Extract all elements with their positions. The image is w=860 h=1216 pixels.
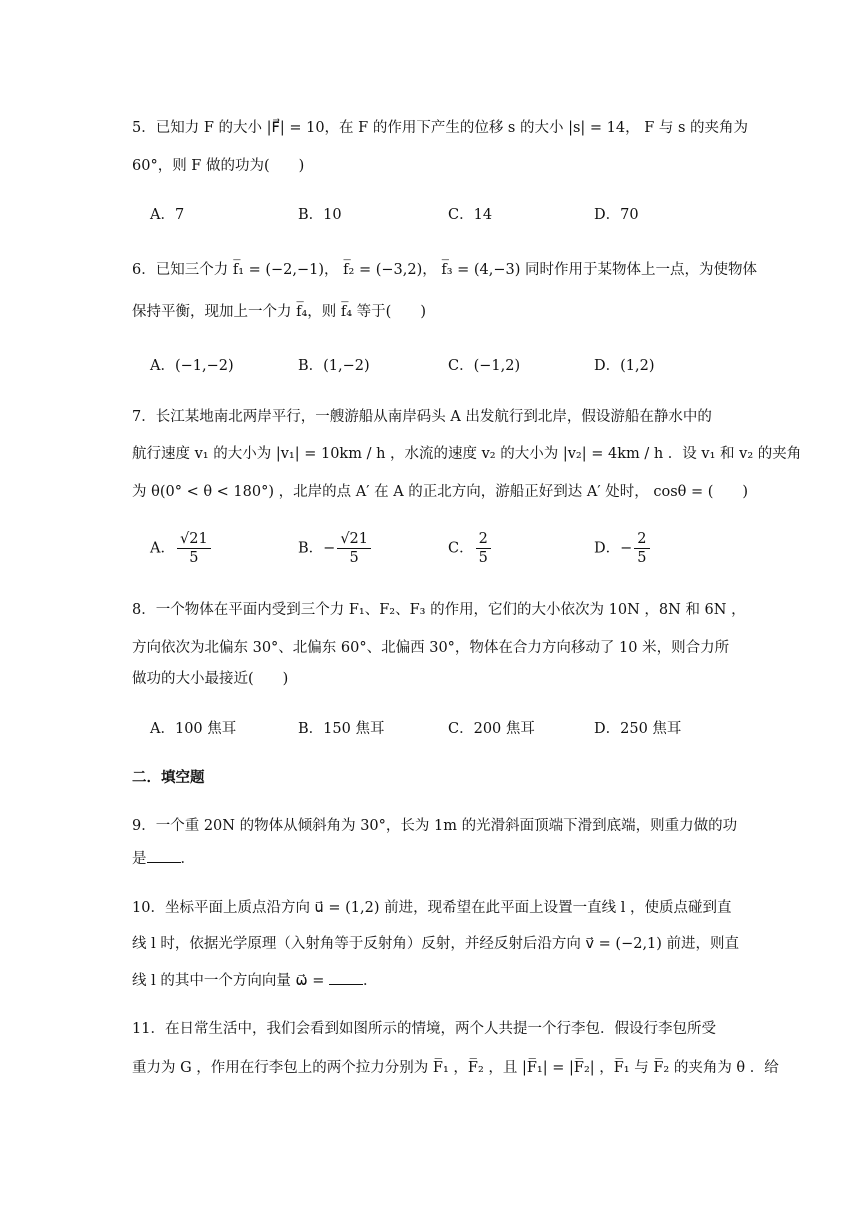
q8-line-3: 做功的大小最接近( ) bbox=[132, 671, 289, 687]
q7-option-d-denominator: 5 bbox=[637, 550, 647, 566]
q7-option-b-denominator: 5 bbox=[349, 550, 359, 566]
q7-option-d-numerator: 2 bbox=[634, 530, 649, 549]
q6-option-a: A．(−1,−2) bbox=[150, 358, 234, 374]
section-heading-fill-in: 二．填空题 bbox=[132, 770, 205, 786]
q7-option-a-label: A． bbox=[150, 540, 175, 557]
q7-line-3: 为 θ(0° < θ < 180°) ，北岸的点 A′ 在 A 的正北方向，游船正好到达 A′ 处时， cosθ = ( ) bbox=[132, 484, 749, 500]
q8-option-d: D．250 焦耳 bbox=[594, 721, 682, 737]
q7-option-c-numerator: 2 bbox=[476, 530, 491, 549]
q7-option-d-sign: − bbox=[620, 540, 633, 557]
q8-option-a: A．100 焦耳 bbox=[150, 721, 237, 737]
q7-option-a-numerator: √21 bbox=[177, 530, 211, 549]
q7-line-2: 航行速度 v₁ 的大小为 |v₁| = 10km / h ，水流的速度 v₂ 的大小为 |v₂| = 4km / h ．设 v₁ 和 v₂ 的夹角 bbox=[132, 446, 802, 462]
q8-option-c: C．200 焦耳 bbox=[448, 721, 535, 737]
q5-line-2: 60°，则 F 做的功为( ) bbox=[132, 158, 305, 174]
q7-option-b-numerator: √21 bbox=[337, 530, 371, 549]
q7-option-d-label: D． bbox=[594, 540, 621, 557]
q6-option-b: B．(1,−2) bbox=[298, 358, 370, 374]
q6-option-c: C．(−1,2) bbox=[448, 358, 521, 374]
q10-line-3 bbox=[132, 970, 377, 991]
q7-option-b-label: B． bbox=[298, 540, 324, 557]
q10-line-1: 10．坐标平面上质点沿方向 u⃗ = (1,2) 前进，现希望在此平面上设置一直线 l ，使质点碰到直 bbox=[132, 900, 732, 916]
q5-option-a: A．7 bbox=[150, 207, 185, 223]
q10-answer-blank bbox=[329, 970, 363, 985]
q5-line-1: 5．已知力 F 的大小 |F⃗| = 10，在 F 的作用下产生的位移 s 的大小 |s| = 14， F 与 s 的夹角为 bbox=[132, 120, 749, 136]
q7-option-a bbox=[150, 530, 213, 567]
q7-option-c-label: C． bbox=[448, 540, 474, 557]
q8-line-2: 方向依次为北偏东 30°、北偏东 60°、北偏西 30°，物体在合力方向移动了 10 米，则合力所 bbox=[132, 640, 730, 656]
q7-option-c bbox=[448, 530, 493, 567]
q10-line-3-text: 线 l 的其中一个方向向量 ω⃗ = bbox=[132, 973, 329, 989]
q7-option-d-fraction bbox=[634, 530, 649, 567]
q7-option-d bbox=[594, 530, 652, 567]
q11-line-1: 11．在日常生活中，我们会看到如图所示的情境，两个人共提一个行李包．假设行李包所受 bbox=[132, 1021, 716, 1037]
q9-answer-blank bbox=[147, 848, 181, 863]
q5-option-d: D．70 bbox=[594, 207, 639, 223]
q6-line-2: 保持平衡，现加上一个力 f̅₄，则 f̅₄ 等于( ) bbox=[132, 304, 426, 320]
q9-line-2 bbox=[132, 848, 195, 869]
q7-option-a-denominator: 5 bbox=[189, 550, 199, 566]
q9-line-1: 9．一个重 20N 的物体从倾斜角为 30°，长为 1m 的光滑斜面顶端下滑到底端，则重力做的功 bbox=[132, 818, 738, 834]
q7-line-1: 7．长江某地南北两岸平行，一艘游船从南岸码头 A 出发航行到北岸，假设游船在静水中的 bbox=[132, 409, 712, 425]
q10-line-2: 线 l 时，依据光学原理（入射角等于反射角）反射，并经反射后沿方向 v⃗ = (−2,1) 前进，则直 bbox=[132, 936, 740, 952]
q8-line-1: 8．一个物体在平面内受到三个力 F₁、F₂、F₃ 的作用，它们的大小依次为 10N ，8N 和 6N ， bbox=[132, 602, 746, 618]
q5-option-c: C．14 bbox=[448, 207, 493, 223]
q10-line-3-end: ． bbox=[362, 973, 378, 989]
q6-option-d: D．(1,2) bbox=[594, 358, 655, 374]
q7-option-a-fraction bbox=[177, 530, 211, 567]
q8-option-b: B．150 焦耳 bbox=[298, 721, 385, 737]
q5-option-b: B．10 bbox=[298, 207, 342, 223]
q7-option-b-sign: − bbox=[323, 540, 336, 557]
q9-line-2-end: ． bbox=[180, 851, 195, 867]
q7-option-c-denominator: 5 bbox=[478, 550, 488, 566]
q11-line-2: 重力为 G ，作用在行李包上的两个拉力分别为 F̅₁ ，F̅₂ ，且 |F̅₁| = |F̅₂| ，F̅₁ 与 F̅₂ 的夹角为 θ ．给 bbox=[132, 1060, 779, 1076]
q7-option-b-fraction bbox=[337, 530, 371, 567]
q6-line-1: 6．已知三个力 f̅₁ = (−2,−1)， f̅₂ = (−3,2)， f̅₃ = (4,−3) 同时作用于某物体上一点，为使物体 bbox=[132, 262, 758, 278]
q9-line-2-text: 是 bbox=[132, 851, 147, 867]
q7-option-b bbox=[298, 530, 373, 567]
q7-option-c-fraction bbox=[476, 530, 491, 567]
